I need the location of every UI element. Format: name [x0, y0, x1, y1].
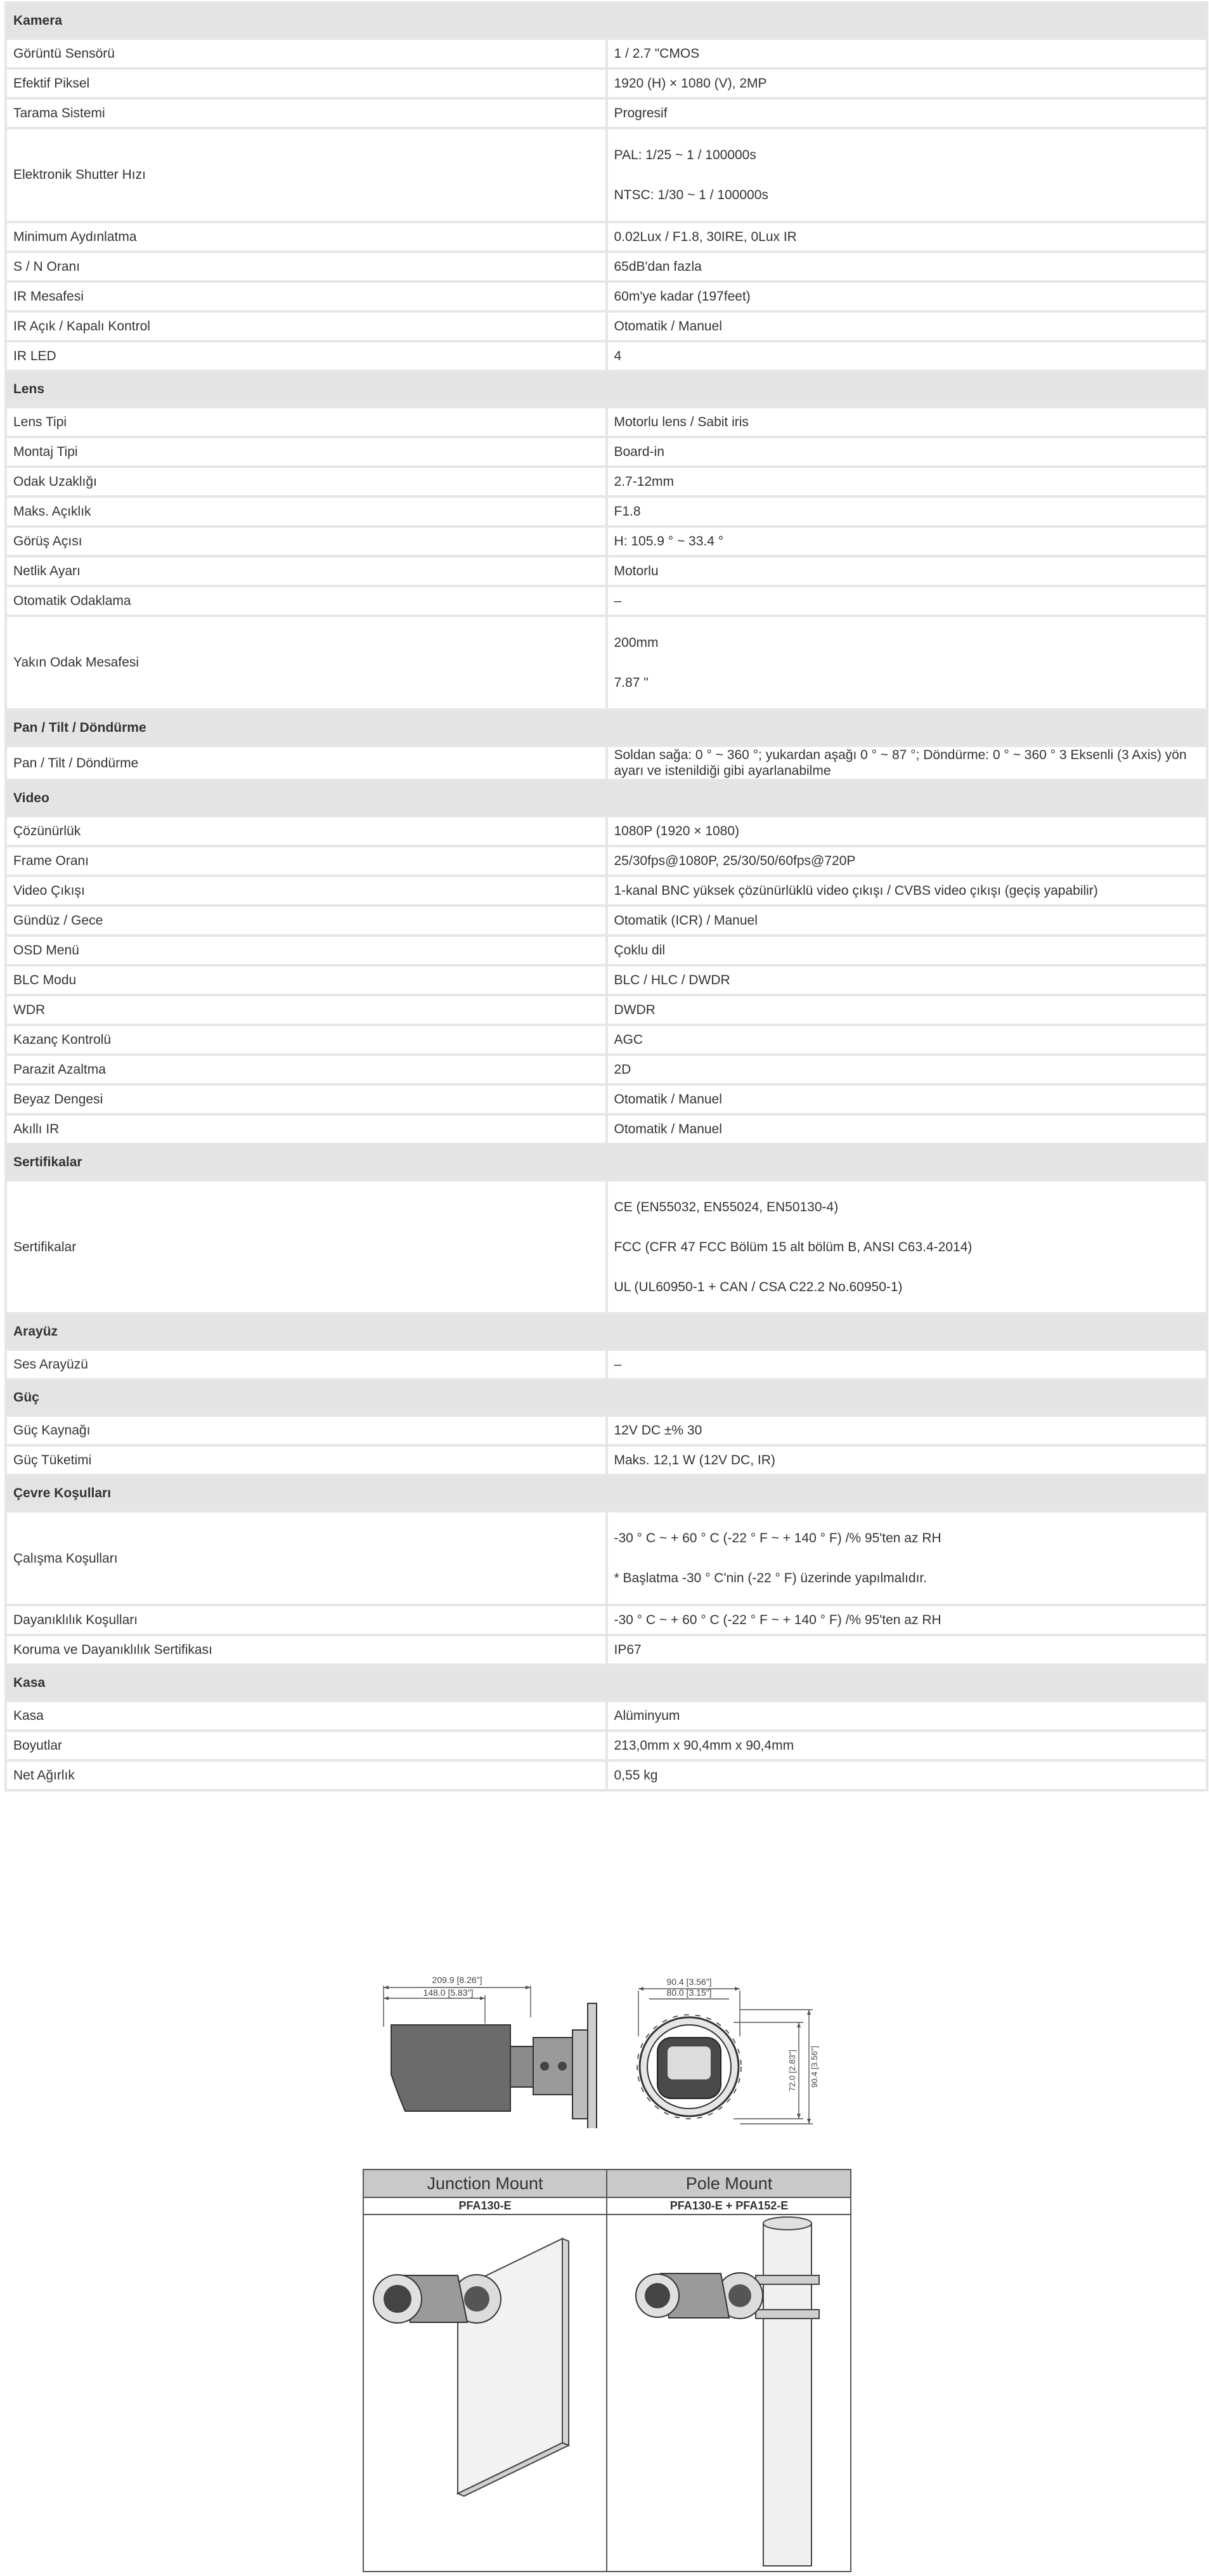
spec-label: Görüş Açısı	[6, 526, 607, 556]
spec-value-line: FCC (CFR 47 FCC Bölüm 15 alt bölüm B, ANSI C63.4-2014)	[614, 1239, 973, 1254]
spec-row	[6, 816, 1207, 846]
spec-value-line: F1.8	[614, 504, 641, 519]
spec-value	[607, 341, 1208, 371]
spec-value	[607, 1760, 1208, 1790]
spec-value-line: 0,55 kg	[614, 1768, 658, 1783]
dim-front-width: 90.4 [3.56"]	[666, 1977, 712, 1987]
spec-value-line: 0.02Lux / F1.8, 30IRE, 0Lux IR	[614, 229, 797, 244]
spec-value-line: PAL: 1/25 ~ 1 / 100000s	[614, 147, 756, 162]
spec-value	[607, 876, 1208, 906]
spec-row	[6, 252, 1207, 282]
spec-row	[6, 437, 1207, 467]
spec-value	[607, 1025, 1208, 1055]
spec-value-line: –	[614, 1357, 622, 1372]
spec-value-line: –	[614, 593, 622, 608]
spec-label: Frame Oranı	[6, 846, 607, 876]
spec-label: Güç Kaynağı	[6, 1415, 607, 1445]
spec-label: BLC Modu	[6, 965, 607, 995]
mount-header-pole: Pole Mount	[685, 2174, 773, 2193]
spec-value-line: AGC	[614, 1032, 643, 1048]
section-header-video	[6, 780, 1207, 816]
spec-value	[607, 467, 1208, 497]
spec-value	[607, 846, 1208, 876]
spec-value	[607, 965, 1208, 995]
spec-label: Net Ağırlık	[6, 1760, 607, 1790]
spec-row	[6, 846, 1207, 876]
mount-header-junction: Junction Mount	[427, 2174, 543, 2193]
spec-row	[6, 906, 1207, 935]
spec-label: Minimum Aydınlatma	[6, 222, 607, 252]
spec-label: Beyaz Dengesi	[6, 1084, 607, 1114]
spec-row	[6, 616, 1207, 710]
spec-value	[607, 906, 1208, 935]
spec-label: S / N Oranı	[6, 252, 607, 282]
spec-row	[6, 1180, 1207, 1313]
spec-row	[6, 556, 1207, 586]
spec-value-line: 213,0mm x 90,4mm x 90,4mm	[614, 1738, 794, 1753]
spec-value-line: H: 105.9 ° ~ 33.4 °	[614, 533, 724, 549]
spec-label: Güç Tüketimi	[6, 1445, 607, 1475]
spec-value-line: Maks. 12,1 W (12V DC, IR)	[614, 1453, 775, 1468]
spec-value-line: Soldan sağa: 0 ° ~ 360 °; yukardan aşağı 0 ° ~ 87 °; Döndürme: 0 ° ~ 360 ° 3 Eksenli (3 Axis) yön ayarı ve istenildiği gibi ayarlanabilme	[614, 748, 1187, 779]
section-header-pan-tilt-dondurme	[6, 710, 1207, 746]
spec-row	[6, 407, 1207, 437]
section-title: Sertifikalar	[6, 1144, 1207, 1180]
spec-value	[607, 128, 1208, 222]
spec-label: Video Çıkışı	[6, 876, 607, 906]
spec-value	[607, 1445, 1208, 1475]
camera-front-view	[637, 2015, 741, 2119]
spec-value	[607, 526, 1208, 556]
spec-label: Dayanıklılık Koşulları	[6, 1605, 607, 1635]
spec-value-line: Otomatik / Manuel	[614, 1092, 722, 1107]
spec-value-line: DWDR	[614, 1003, 656, 1018]
spec-label: Ses Arayüzü	[6, 1350, 607, 1379]
camera-side-view	[391, 2003, 597, 2128]
spec-row	[6, 935, 1207, 965]
dim-front-inner-width: 80.0 [3.15"]	[666, 1987, 712, 1998]
section-title: Kamera	[6, 3, 1207, 39]
spec-value-line: * Başlatma -30 ° C'nin (-22 ° F) üzerinde yapılmalıdır.	[614, 1571, 927, 1586]
spec-label: IR Mesafesi	[6, 282, 607, 311]
spec-value	[607, 1605, 1208, 1635]
spec-table	[4, 1, 1208, 1792]
spec-label: IR Açık / Kapalı Kontrol	[6, 311, 607, 341]
spec-value-line: 7.87 "	[614, 675, 649, 690]
spec-row	[6, 1025, 1207, 1055]
section-title: Kasa	[6, 1665, 1207, 1701]
spec-value	[607, 816, 1208, 846]
spec-row	[6, 1445, 1207, 1475]
spec-value	[607, 497, 1208, 526]
mount-model-junction: PFA130-E	[458, 2199, 512, 2212]
spec-value-line: 2.7-12mm	[614, 474, 675, 489]
spec-row	[6, 1114, 1207, 1144]
spec-value-line: Otomatik (ICR) / Manuel	[614, 913, 758, 928]
section-header-guc	[6, 1379, 1207, 1415]
spec-value	[607, 252, 1208, 282]
spec-value-line: Çoklu dil	[614, 943, 666, 958]
spec-row	[6, 1084, 1207, 1114]
spec-label: Otomatik Odaklama	[6, 586, 607, 616]
spec-row	[6, 995, 1207, 1025]
spec-row	[6, 965, 1207, 995]
section-title: Video	[6, 780, 1207, 816]
spec-label: Lens Tipi	[6, 407, 607, 437]
dim-front-inner-height: 72.0 [2.83"]	[787, 2049, 797, 2092]
spec-label: Montaj Tipi	[6, 437, 607, 467]
spec-value	[607, 282, 1208, 311]
spec-value-line: 1920 (H) × 1080 (V), 2MP	[614, 75, 767, 91]
spec-label: WDR	[6, 995, 607, 1025]
spec-row	[6, 467, 1207, 497]
spec-label: Sertifikalar	[6, 1180, 607, 1313]
spec-label: Çalışma Koşulları	[6, 1511, 607, 1605]
spec-label: Görüntü Sensörü	[6, 39, 607, 68]
spec-value	[607, 1511, 1208, 1605]
section-title: Arayüz	[6, 1313, 1207, 1350]
spec-label: Parazit Azaltma	[6, 1055, 607, 1084]
spec-value	[607, 437, 1208, 467]
spec-value	[607, 39, 1208, 68]
spec-value-line: 12V DC ±% 30	[614, 1423, 702, 1438]
spec-row	[6, 39, 1207, 68]
spec-row	[6, 68, 1207, 98]
spec-value-line: BLC / HLC / DWDR	[614, 973, 730, 988]
spec-row	[6, 1760, 1207, 1790]
spec-row	[6, 497, 1207, 526]
spec-value	[607, 995, 1208, 1025]
spec-value-line: 1-kanal BNC yüksek çözünürlüklü video çıkışı / CVBS video çıkışı (geçiş yapabilir)	[614, 883, 1098, 899]
spec-row	[6, 1701, 1207, 1731]
spec-label: Elektronik Shutter Hızı	[6, 128, 607, 222]
spec-value	[607, 1055, 1208, 1084]
spec-value	[607, 1415, 1208, 1445]
spec-value	[607, 1701, 1208, 1731]
section-header-kamera	[6, 3, 1207, 39]
spec-value-line: -30 ° C ~ + 60 ° C (-22 ° F ~ + 140 ° F) /% 95'ten az RH	[614, 1613, 941, 1628]
section-title: Pan / Tilt / Döndürme	[6, 710, 1207, 746]
spec-value-line: Motorlu lens / Sabit iris	[614, 414, 749, 429]
spec-value-line: Motorlu	[614, 563, 659, 578]
spec-label: Tarama Sistemi	[6, 98, 607, 128]
spec-value-line: Alüminyum	[614, 1708, 680, 1724]
spec-label: Koruma ve Dayanıklılık Sertifikası	[6, 1635, 607, 1665]
section-header-sertifikalar	[6, 1144, 1207, 1180]
mount-table	[363, 2169, 851, 2572]
spec-value-line: 25/30fps@1080P, 25/30/50/60fps@720P	[614, 854, 856, 869]
spec-value-line: -30 ° C ~ + 60 ° C (-22 ° F ~ + 140 ° F) /% 95'ten az RH	[614, 1531, 941, 1546]
section-title: Güç	[6, 1379, 1207, 1415]
section-header-kasa	[6, 1665, 1207, 1701]
spec-value-line: CE (EN55032, EN55024, EN50130-4)	[614, 1199, 839, 1214]
spec-value	[607, 1180, 1208, 1313]
spec-value	[607, 1084, 1208, 1114]
spec-row	[6, 222, 1207, 252]
spec-value-line: Otomatik / Manuel	[614, 1122, 722, 1137]
spec-value-line: UL (UL60950-1 + CAN / CSA C22.2 No.60950-1)	[614, 1279, 903, 1294]
spec-value-line: 65dB'dan fazla	[614, 259, 702, 274]
spec-row	[6, 282, 1207, 311]
spec-value-line: 1080P (1920 × 1080)	[614, 824, 740, 839]
spec-row	[6, 1350, 1207, 1379]
spec-label: Kasa	[6, 1701, 607, 1731]
spec-row	[6, 586, 1207, 616]
spec-value	[607, 222, 1208, 252]
section-header-cevre-kosullari	[6, 1475, 1207, 1511]
section-header-lens	[6, 371, 1207, 407]
spec-value-line: 60m'ye kadar (197feet)	[614, 289, 751, 304]
spec-value	[607, 407, 1208, 437]
section-header-arayuz	[6, 1313, 1207, 1350]
spec-label: IR LED	[6, 341, 607, 371]
spec-label: Pan / Tilt / Döndürme	[6, 746, 607, 780]
spec-value-line: Otomatik / Manuel	[614, 318, 722, 334]
spec-label: Netlik Ayarı	[6, 556, 607, 586]
spec-label: Boyutlar	[6, 1731, 607, 1760]
spec-value-line: 2D	[614, 1062, 631, 1077]
spec-row	[6, 1635, 1207, 1665]
spec-value	[607, 1114, 1208, 1144]
spec-value	[607, 746, 1208, 780]
spec-row	[6, 1055, 1207, 1084]
spec-value	[607, 1635, 1208, 1665]
spec-value	[607, 1731, 1208, 1760]
spec-row	[6, 1731, 1207, 1760]
section-title: Çevre Koşulları	[6, 1475, 1207, 1511]
spec-value-line: 1 / 2.7 "CMOS	[614, 46, 700, 61]
spec-label: Gündüz / Gece	[6, 906, 607, 935]
spec-row	[6, 311, 1207, 341]
spec-row	[6, 98, 1207, 128]
spec-label: Maks. Açıklık	[6, 497, 607, 526]
spec-value	[607, 68, 1208, 98]
dim-overall-length: 209.9 [8.26"]	[432, 1975, 482, 1985]
spec-row	[6, 1415, 1207, 1445]
spec-row	[6, 341, 1207, 371]
spec-row	[6, 128, 1207, 222]
spec-row	[6, 1511, 1207, 1605]
spec-value	[607, 556, 1208, 586]
section-title: Lens	[6, 371, 1207, 407]
dim-front-height: 90.4 [3.56"]	[810, 2045, 819, 2088]
spec-value	[607, 311, 1208, 341]
dim-body-length: 148.0 [5.83"]	[423, 1987, 474, 1998]
spec-value-line: Progresif	[614, 105, 668, 120]
spec-row	[6, 876, 1207, 906]
dimension-drawing	[378, 1967, 822, 2128]
spec-row	[6, 526, 1207, 556]
spec-value	[607, 586, 1208, 616]
spec-value	[607, 98, 1208, 128]
spec-row	[6, 1605, 1207, 1635]
spec-row	[6, 746, 1207, 780]
spec-value-line: IP67	[614, 1643, 642, 1658]
spec-label: Akıllı IR	[6, 1114, 607, 1144]
spec-label: Çözünürlük	[6, 816, 607, 846]
spec-value-line: NTSC: 1/30 ~ 1 / 100000s	[614, 188, 768, 202]
spec-value	[607, 616, 1208, 710]
spec-value	[607, 1350, 1208, 1379]
spec-value-line: Board-in	[614, 444, 664, 459]
spec-value	[607, 935, 1208, 965]
spec-value-line: 200mm	[614, 635, 659, 650]
spec-label: Odak Uzaklığı	[6, 467, 607, 497]
spec-label: OSD Menü	[6, 935, 607, 965]
spec-value-line: 4	[614, 348, 622, 363]
mount-model-pole: PFA130-E + PFA152-E	[669, 2199, 789, 2212]
spec-label: Kazanç Kontrolü	[6, 1025, 607, 1055]
spec-label: Yakın Odak Mesafesi	[6, 616, 607, 710]
spec-label: Efektif Piksel	[6, 68, 607, 98]
